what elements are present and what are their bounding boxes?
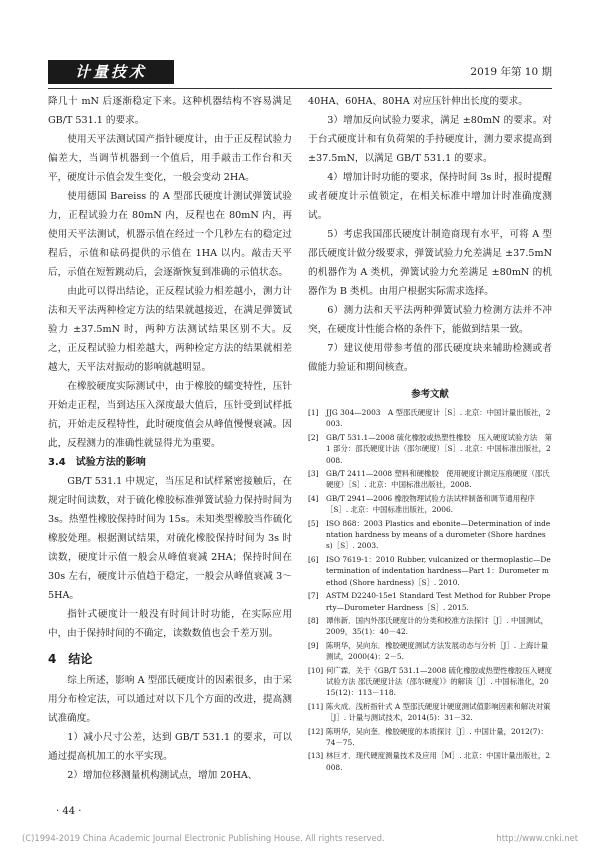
reference-text: GB/T 2941—2006 橡胶物理试验方法试样制备和调节通用程序［S］. 北京：中国标准出版社，2006. bbox=[326, 493, 535, 515]
paragraph: 由此可以得出结论，正反程试验力相差越小，测力计法和天平法两种检定方法的结果就越接近，在满足弹簧试验力 ±37.5mN 时，两种方法测试结果区别不大。反之，正反程试验力相差越大，两种检定方法的结果就相差越大，天平法对振动的影响就越明显。 bbox=[48, 286, 292, 373]
paragraph: 指针式硬度计一般没有时间计时功能，在实际应用中，由于保持时间的不确定，读数数值也会千差万别。 bbox=[48, 609, 292, 639]
conclusion-item: 6）测力法和天平法两种弹簧试验力检测方法并不冲突，在硬度计性能合格的条件下，能做到结果一致。 bbox=[308, 305, 552, 335]
running-header bbox=[48, 60, 552, 86]
reference-number: [1] bbox=[308, 408, 319, 417]
reference-text: ISO 7619-1：2010 Rubber, vulcanized or thermoplastic—Determination of indentation hardness—Part 1：Durometer method (Shore hardness)［S］. 2010. bbox=[326, 554, 551, 587]
reference-item bbox=[308, 726, 552, 749]
conclusion-item: 3）增加反向试验力要求，满足 ±80mN 的要求。对于台式硬度计和有负荷架的手持硬度计，测力要求提高到 ±37.5mN，以满足 GB/T 531.1 的要求。 bbox=[308, 115, 552, 164]
reference-text: GB/T 2411—2008 塑料和硬橡胶 使用硬度计测定压痕硬度（邵氏硬度）［S］. 北京：中国标准出版社，2008. bbox=[326, 469, 550, 490]
reference-text: ISO 868：2003 Plastics and ebonite—Determination of indentation hardness by means of a durometer (Shore hardness)［S］. 2003. bbox=[326, 518, 551, 551]
reference-item bbox=[308, 432, 552, 466]
left-column bbox=[48, 92, 292, 785]
reference-item bbox=[308, 750, 552, 773]
reference-text: 陈明华，吴向奎．橡胶硬度的本质探讨［J］. 中国计量，2012(7)：74－75. bbox=[326, 726, 548, 747]
conclusion-item: 2）增加位移测量机构测试点，增加 20HA、 bbox=[67, 770, 258, 781]
reference-item bbox=[308, 665, 552, 699]
reference-text: 谭伟新．国内外邵氏硬度计的分类和校准方法探讨［J］. 中国测试，2009，35(1)：40－42. bbox=[326, 615, 548, 637]
paragraph: 使用德国 Bareiss 的 A 型邵氏硬度计测试弹簧试验力，正程试验力在 80mN 内，反程也在 80mN 内，再使用天平法测试，机器示值在经过一个几秒左右的稳定过程后，示值和砝码提供的示值在 1HA 以内。敲击天平后，示值在短暂跳动后，会逐渐恢复到准确的示值状态。 bbox=[48, 191, 292, 278]
reference-number: [5] bbox=[308, 518, 319, 528]
reference-item bbox=[308, 615, 552, 638]
conclusion-item: 5）考虑我国邵氏硬度计制造商现有水平，可将 A 型邵氏硬度计做分级要求，弹簧试验力允差满足 ±37.5mN 的机器作为 A 类机，弹簧试验力允差满足 ±80mN 的机器作为 B 类机。由用户根据实际需求选择。 bbox=[308, 229, 552, 297]
reference-number: [8] bbox=[308, 615, 319, 625]
reference-text: 何广霖．关于《GB/T 531.1—2008 硫化橡胶或热塑性橡胶压入硬度试验方法 邵氏硬度计法（邵尔硬度）》的解读［J］. 中国标准化，2015(12)：113－118. bbox=[326, 665, 553, 698]
reference-number: [6] bbox=[308, 554, 319, 564]
reference-item bbox=[308, 590, 552, 613]
subsection-heading: 3.4 试验方法的影响 bbox=[48, 457, 146, 468]
reference-item bbox=[308, 640, 552, 663]
footer-url: http://www.cnki.net bbox=[496, 833, 578, 843]
conclusion-item: 7）建议使用带参考值的邵氏硬度块来辅助检测或者做能力验证和期间核查。 bbox=[308, 343, 552, 373]
reference-text: 林巨才．现代硬度测量技术及应用［M］. 北京：中国计量出版社，2008. bbox=[326, 751, 550, 772]
header-rule bbox=[48, 88, 552, 89]
reference-number: [2] bbox=[308, 432, 319, 442]
reference-text: GB/T 531.1—2008 硫化橡胶或热塑性橡胶 压入硬度试验方法 第 1 部分：邵氏硬度计法（邵尔硬度）［S］. 北京：中国标准出版社，2008. bbox=[326, 432, 553, 465]
section-heading: 4 结论 bbox=[48, 652, 93, 666]
references-heading: 参考文献 bbox=[411, 389, 449, 400]
reference-number: [10] bbox=[308, 665, 324, 675]
journal-logo: 计量技术 bbox=[48, 60, 174, 84]
reference-number: [3] bbox=[308, 469, 319, 479]
reference-item bbox=[308, 493, 552, 516]
paragraph: GB/T 531.1 中规定，当压足和试样紧密接触后，在规定时间读数，对于硫化橡胶标准弹簧试验力保持时间为 3s。热塑性橡胶保持时间为 15s。未知类型橡胶当作硫化橡胶处理。根据测试结果，对硫化橡胶保持时间为 3s 时读数，硬度计示值一般会从峰值衰减 2HA；保持时间在 30s 左右，硬度计示值趋于稳定，一般会从峰值衰减 3～5HA。 bbox=[48, 476, 292, 601]
paragraph: 综上所述，影响 A 型邵氏硬度计的因素很多，由于采用分布检定法，可以通过对以下几个方面的改进，提高测试准确度。 bbox=[48, 675, 292, 724]
reference-text: 陈明华，吴向东．橡胶硬度测试方法发展动态与分析［J］. 上海计量测试，2000(4)：2－5. bbox=[326, 640, 548, 662]
reference-item bbox=[308, 518, 552, 552]
paragraph: 降几十 mN 后逐渐稳定下来。这种机器结构不容易满足 GB/T 531.1 的要求。 bbox=[48, 96, 292, 126]
reference-item bbox=[308, 701, 552, 724]
reference-text: 陈火成．浅析指针式 A 型邵氏硬度计硬度测试值影响因素和解决对策［J］. 计量与测试技术，2014(5)：31－32. bbox=[326, 701, 551, 723]
reference-number: [13] bbox=[308, 751, 324, 761]
reference-number: [4] bbox=[308, 493, 319, 503]
paragraph: 使用天平法测试国产指针硬度计，由于正反程试验力偏差大，当调节机器到一个值后，用手敲击工作台和天平，硬度计示值会发生变化，一般会变动 2HA。 bbox=[48, 134, 292, 183]
right-column bbox=[308, 92, 552, 775]
copyright-footer bbox=[22, 833, 578, 843]
conclusion-item: 4）增加计时功能的要求，保持时间 3s 时，报时提醒或者硬度计示值锁定，在相关标准中增加计时准确度测试。 bbox=[308, 172, 552, 221]
reference-item bbox=[308, 468, 552, 491]
copyright-text: (C)1994-2019 China Academic Journal Electronic Publishing House. All rights reserved. bbox=[22, 833, 385, 843]
issue-label: 2019 年第 10 期 bbox=[470, 66, 552, 78]
reference-text: ASTM D2240-15e1 Standard Test Method for Rubber Property—Durometer Hardness［S］. 2015. bbox=[326, 591, 551, 612]
reference-item bbox=[308, 554, 552, 588]
reference-number: [11] bbox=[308, 701, 324, 711]
reference-number: [12] bbox=[308, 726, 324, 736]
page-number: · 44 · bbox=[56, 806, 82, 817]
reference-item bbox=[308, 407, 552, 430]
reference-text: JJG 304—2003 A 型邵氏硬度计［S］. 北京：中国计量出版社，2003. bbox=[326, 408, 551, 429]
conclusion-item: 1）减小尺寸公差，达到 GB/T 531.1 的要求，可以通过提高机加工的水平实现。 bbox=[48, 732, 292, 762]
reference-list bbox=[308, 407, 552, 773]
conclusion-item: 40HA、60HA、80HA 对应压针伸出长度的要求。 bbox=[308, 96, 528, 107]
reference-number: [9] bbox=[308, 640, 319, 650]
reference-number: [7] bbox=[308, 591, 319, 601]
paragraph: 在橡胶硬度实际测试中，由于橡胶的蠕变特性，压针开始走正程，当到达压入深度最大值后，压针受到试样抵抗，开始走反程特性，此时硬度值会从峰值慢慢衰减。因此，反程测力的准确性就显得尤为重要。 bbox=[48, 381, 292, 449]
